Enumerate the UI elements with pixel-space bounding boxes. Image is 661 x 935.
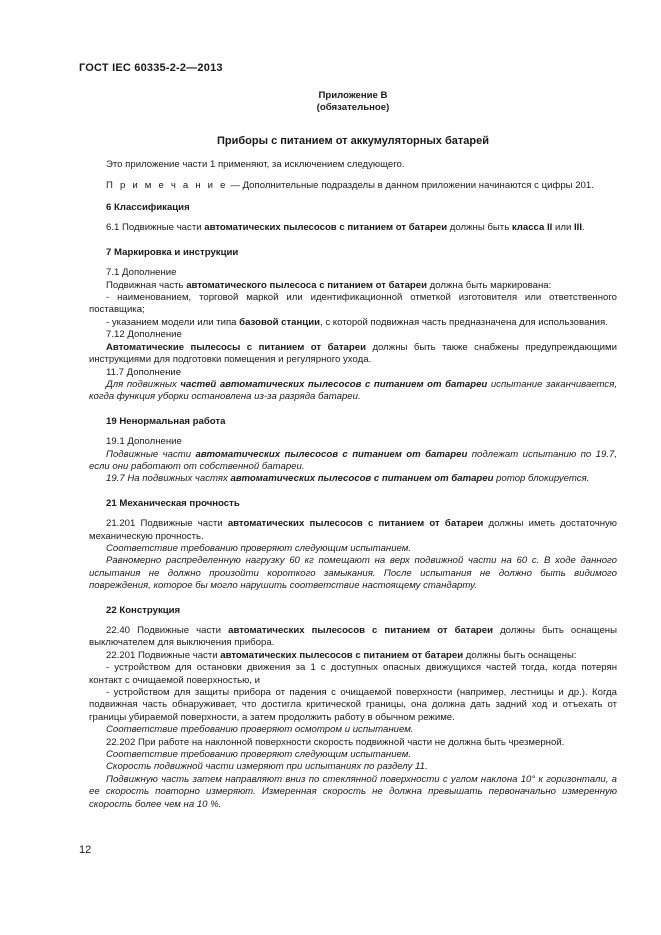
clause-7-1-item-1: - наименованием, торговой маркой или идентификационной отметкой изготовителя или ответственного поставщика; — [89, 292, 617, 316]
section-21-title: 21 Механическая прочность — [106, 497, 240, 509]
clause-7-12-text: Автоматические пылесосы с питанием от батареи должны быть также снабжены предупреждающими инструкциями для подготовки помещения и регулярного ухода. — [89, 341, 617, 366]
standard-header: ГОСТ IEC 60335-2-2—2013 — [79, 62, 223, 74]
clause-19-7-text: 19.7 На подвижных частях автоматических пылесосов с питанием от батареи ротор блокируется. — [106, 473, 590, 485]
clause-22-202-compliance: Соответствие требованию проверяют следующим испытанием. — [106, 749, 412, 761]
clause-21-201-text: 21.201 Подвижные части автоматических пылесосов с питанием от батареи должны иметь достаточную механическую прочность. — [89, 518, 618, 542]
clause-19-1-label: 19.1 Дополнение — [106, 436, 182, 448]
note-text: Дополнительные подразделы в данном приложении начинаются с цифры 201. — [242, 179, 594, 191]
clause-6-1: 6.1 Подвижные части автоматических пылесосов с питанием от батареи должны быть класса II или III. — [106, 222, 585, 234]
section-6-title: 6 Классификация — [106, 202, 190, 214]
clause-21-201-test: Равномерно распределенную нагрузку 60 кг помещают на верх подвижной части на 60 с. В ходе данного испытания не должно произойти короткого замыкания. После испытания не должно быть видимого повреждения, которое бы могло нарушить соответствие настоящему стандарту. — [89, 555, 617, 592]
section-19-title: 19 Ненормальная работа — [106, 415, 226, 427]
annex-heading: Приборы с питанием от аккумуляторных батарей — [217, 134, 489, 147]
clause-22-201-compliance: Соответствие требованию проверяют осмотром и испытанием. — [106, 724, 414, 736]
note-dash: — — [230, 179, 240, 191]
note-label: П р и м е ч а н и е — [106, 179, 228, 191]
clause-7-12-label: 7.12 Дополнение — [106, 329, 182, 341]
intro-paragraph: Это приложение части 1 применяют, за исключением следующего. — [106, 159, 405, 171]
clause-22-202-measure: Скорость подвижной части измеряют при испытаниях по разделу 11. — [106, 761, 428, 773]
clause-11-7-text: Для подвижных частей автоматических пылесосов с питанием от батареи испытание заканчивается, когда функция уборки остановлена из-за разряда батареи. — [89, 378, 617, 403]
section-7-title: 7 Маркировка и инструкции — [106, 246, 239, 258]
clause-7-1-text: Подвижная часть автоматического пылесоса с питанием от батареи должна быть маркирована: — [106, 279, 552, 291]
clause-22-202-test: Подвижную часть затем направляют вниз по стеклянной поверхности с углом наклона 10° к горизонтали, а ее скорость повторно измеряют. Измеренная скорость не должна превышать первоначально измеренную скорость более чем на 10 %. — [89, 773, 617, 810]
page-number: 12 — [79, 844, 92, 856]
section-22-title: 22 Конструкция — [106, 604, 181, 616]
clause-11-7-label: 11.7 Дополнение — [106, 366, 182, 378]
annex-status: (обязательное) — [316, 102, 390, 114]
clause-22-201-item-2: - устройством для защиты прибора от падения с очищаемой поверхности (например, лестницы и др.). Когда подвижная часть обнаруживает, что достигла критической границы, она должна дать задний ход и отъехать от границы убираемой поверхности, а затем продолжить работу в обычном режиме. — [89, 687, 617, 723]
clause-7-1-label: 7.1 Дополнение — [106, 267, 177, 279]
clause-21-201-compliance: Соответствие требованию проверяют следующим испытанием. — [106, 542, 412, 554]
annex-title: Приложение В — [318, 90, 388, 101]
note-paragraph — [89, 180, 617, 192]
clause-22-40-text: 22.40 Подвижные части автоматических пылесосов с питанием от батареи должны быть оснащены выключателем для выключения прибора. — [89, 625, 617, 649]
clause-22-202-text: 22.202 При работе на наклонной поверхности скорость подвижной части не должна быть чрезмерной. — [106, 736, 565, 748]
clause-22-201-text: 22.201 Подвижные части автоматических пылесосов с питанием от батареи должны быть оснащены: — [106, 649, 577, 661]
clause-19-1-text: Подвижные части автоматических пылесосов с питанием от батареи подлежат испытанию по 19.7, если они работают от собственной батареи. — [89, 448, 617, 472]
clause-22-201-item-1: - устройством для остановки движения за 1 с доступных опасных движущихся частей тогда, когда потерян контакт с очищаемой поверхностью, и — [89, 662, 617, 686]
page-content — [89, 90, 617, 811]
clause-7-1-item-2: - указанием модели или типа базовой станции, с которой подвижная часть предназначена для использования. — [106, 316, 608, 328]
